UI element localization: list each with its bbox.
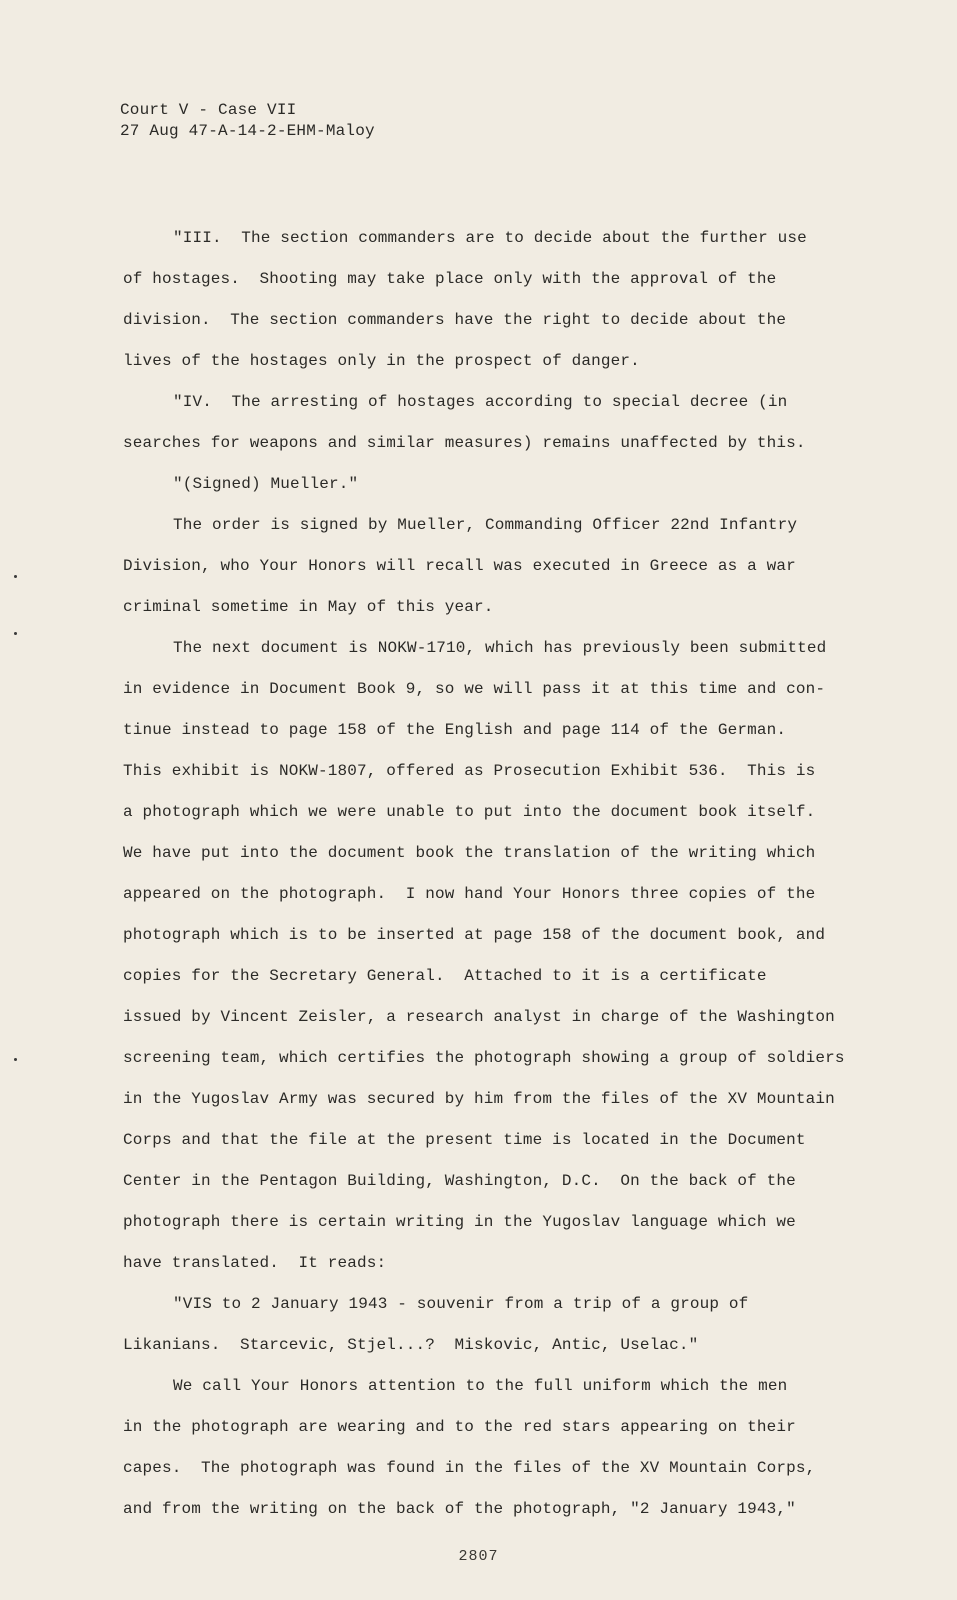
- text-line: photograph which is to be inserted at page 158 of the document book, and: [123, 926, 826, 944]
- text-line: in the Yugoslav Army was secured by him from the files of the XV Mountain: [123, 1090, 835, 1108]
- margin-speck: [14, 1058, 17, 1061]
- text-line: capes. The photograph was found in the files of the XV Mountain Corps,: [123, 1459, 816, 1477]
- text-line: "IV. The arresting of hostages according to special decree (in: [173, 393, 788, 411]
- text-line: The order is signed by Mueller, Commanding Officer 22nd Infantry: [173, 516, 798, 534]
- text-line: Division, who Your Honors will recall was executed in Greece as a war: [123, 557, 796, 575]
- text-line: photograph there is certain writing in the Yugoslav language which we: [123, 1213, 796, 1231]
- text-line: Center in the Pentagon Building, Washington, D.C. On the back of the: [123, 1172, 796, 1190]
- text-line: of hostages. Shooting may take place only with the approval of the: [123, 270, 777, 288]
- text-line: The next document is NOKW-1710, which has previously been submitted: [173, 639, 827, 657]
- text-line: and from the writing on the back of the photograph, "2 January 1943,": [123, 1500, 796, 1518]
- text-line: This exhibit is NOKW-1807, offered as Prosecution Exhibit 536. This is: [123, 762, 816, 780]
- text-line: "III. The section commanders are to decide about the further use: [173, 229, 807, 247]
- text-line: issued by Vincent Zeisler, a research analyst in charge of the Washington: [123, 1008, 835, 1026]
- text-line: appeared on the photograph. I now hand Your Honors three copies of the: [123, 885, 816, 903]
- margin-speck: [14, 632, 17, 635]
- text-line: We call Your Honors attention to the full uniform which the men: [173, 1377, 788, 1395]
- transcript-body: [123, 218, 883, 1530]
- text-line: have translated. It reads:: [123, 1254, 387, 1272]
- text-line: screening team, which certifies the photograph showing a group of soldiers: [123, 1049, 845, 1067]
- text-line: searches for weapons and similar measures) remains unaffected by this.: [123, 434, 806, 452]
- text-line: in evidence in Document Book 9, so we will pass it at this time and con-: [123, 680, 826, 698]
- margin-speck: [14, 575, 17, 578]
- text-line: Likanians. Starcevic, Stjel...? Miskovic, Antic, Uselac.": [123, 1336, 699, 1354]
- text-line: in the photograph are wearing and to the red stars appearing on their: [123, 1418, 796, 1436]
- header-court-case: Court V - Case VII: [120, 101, 297, 119]
- text-line: We have put into the document book the translation of the writing which: [123, 844, 816, 862]
- text-line: criminal sometime in May of this year.: [123, 598, 494, 616]
- document-header: [120, 100, 375, 142]
- text-line: Corps and that the file at the present time is located in the Document: [123, 1131, 806, 1149]
- text-line: "VIS to 2 January 1943 - souvenir from a trip of a group of: [173, 1295, 749, 1313]
- text-line: a photograph which we were unable to put into the document book itself.: [123, 803, 816, 821]
- text-line: lives of the hostages only in the prospect of danger.: [123, 352, 640, 370]
- text-line: division. The section commanders have the right to decide about the: [123, 311, 787, 329]
- text-line: tinue instead to page 158 of the English and page 114 of the German.: [123, 721, 787, 739]
- page-number: 2807: [458, 1548, 499, 1565]
- text-line: "(Signed) Mueller.": [173, 475, 359, 493]
- header-date-code: 27 Aug 47-A-14-2-EHM-Maloy: [120, 122, 375, 140]
- text-line: copies for the Secretary General. Attached to it is a certificate: [123, 967, 767, 985]
